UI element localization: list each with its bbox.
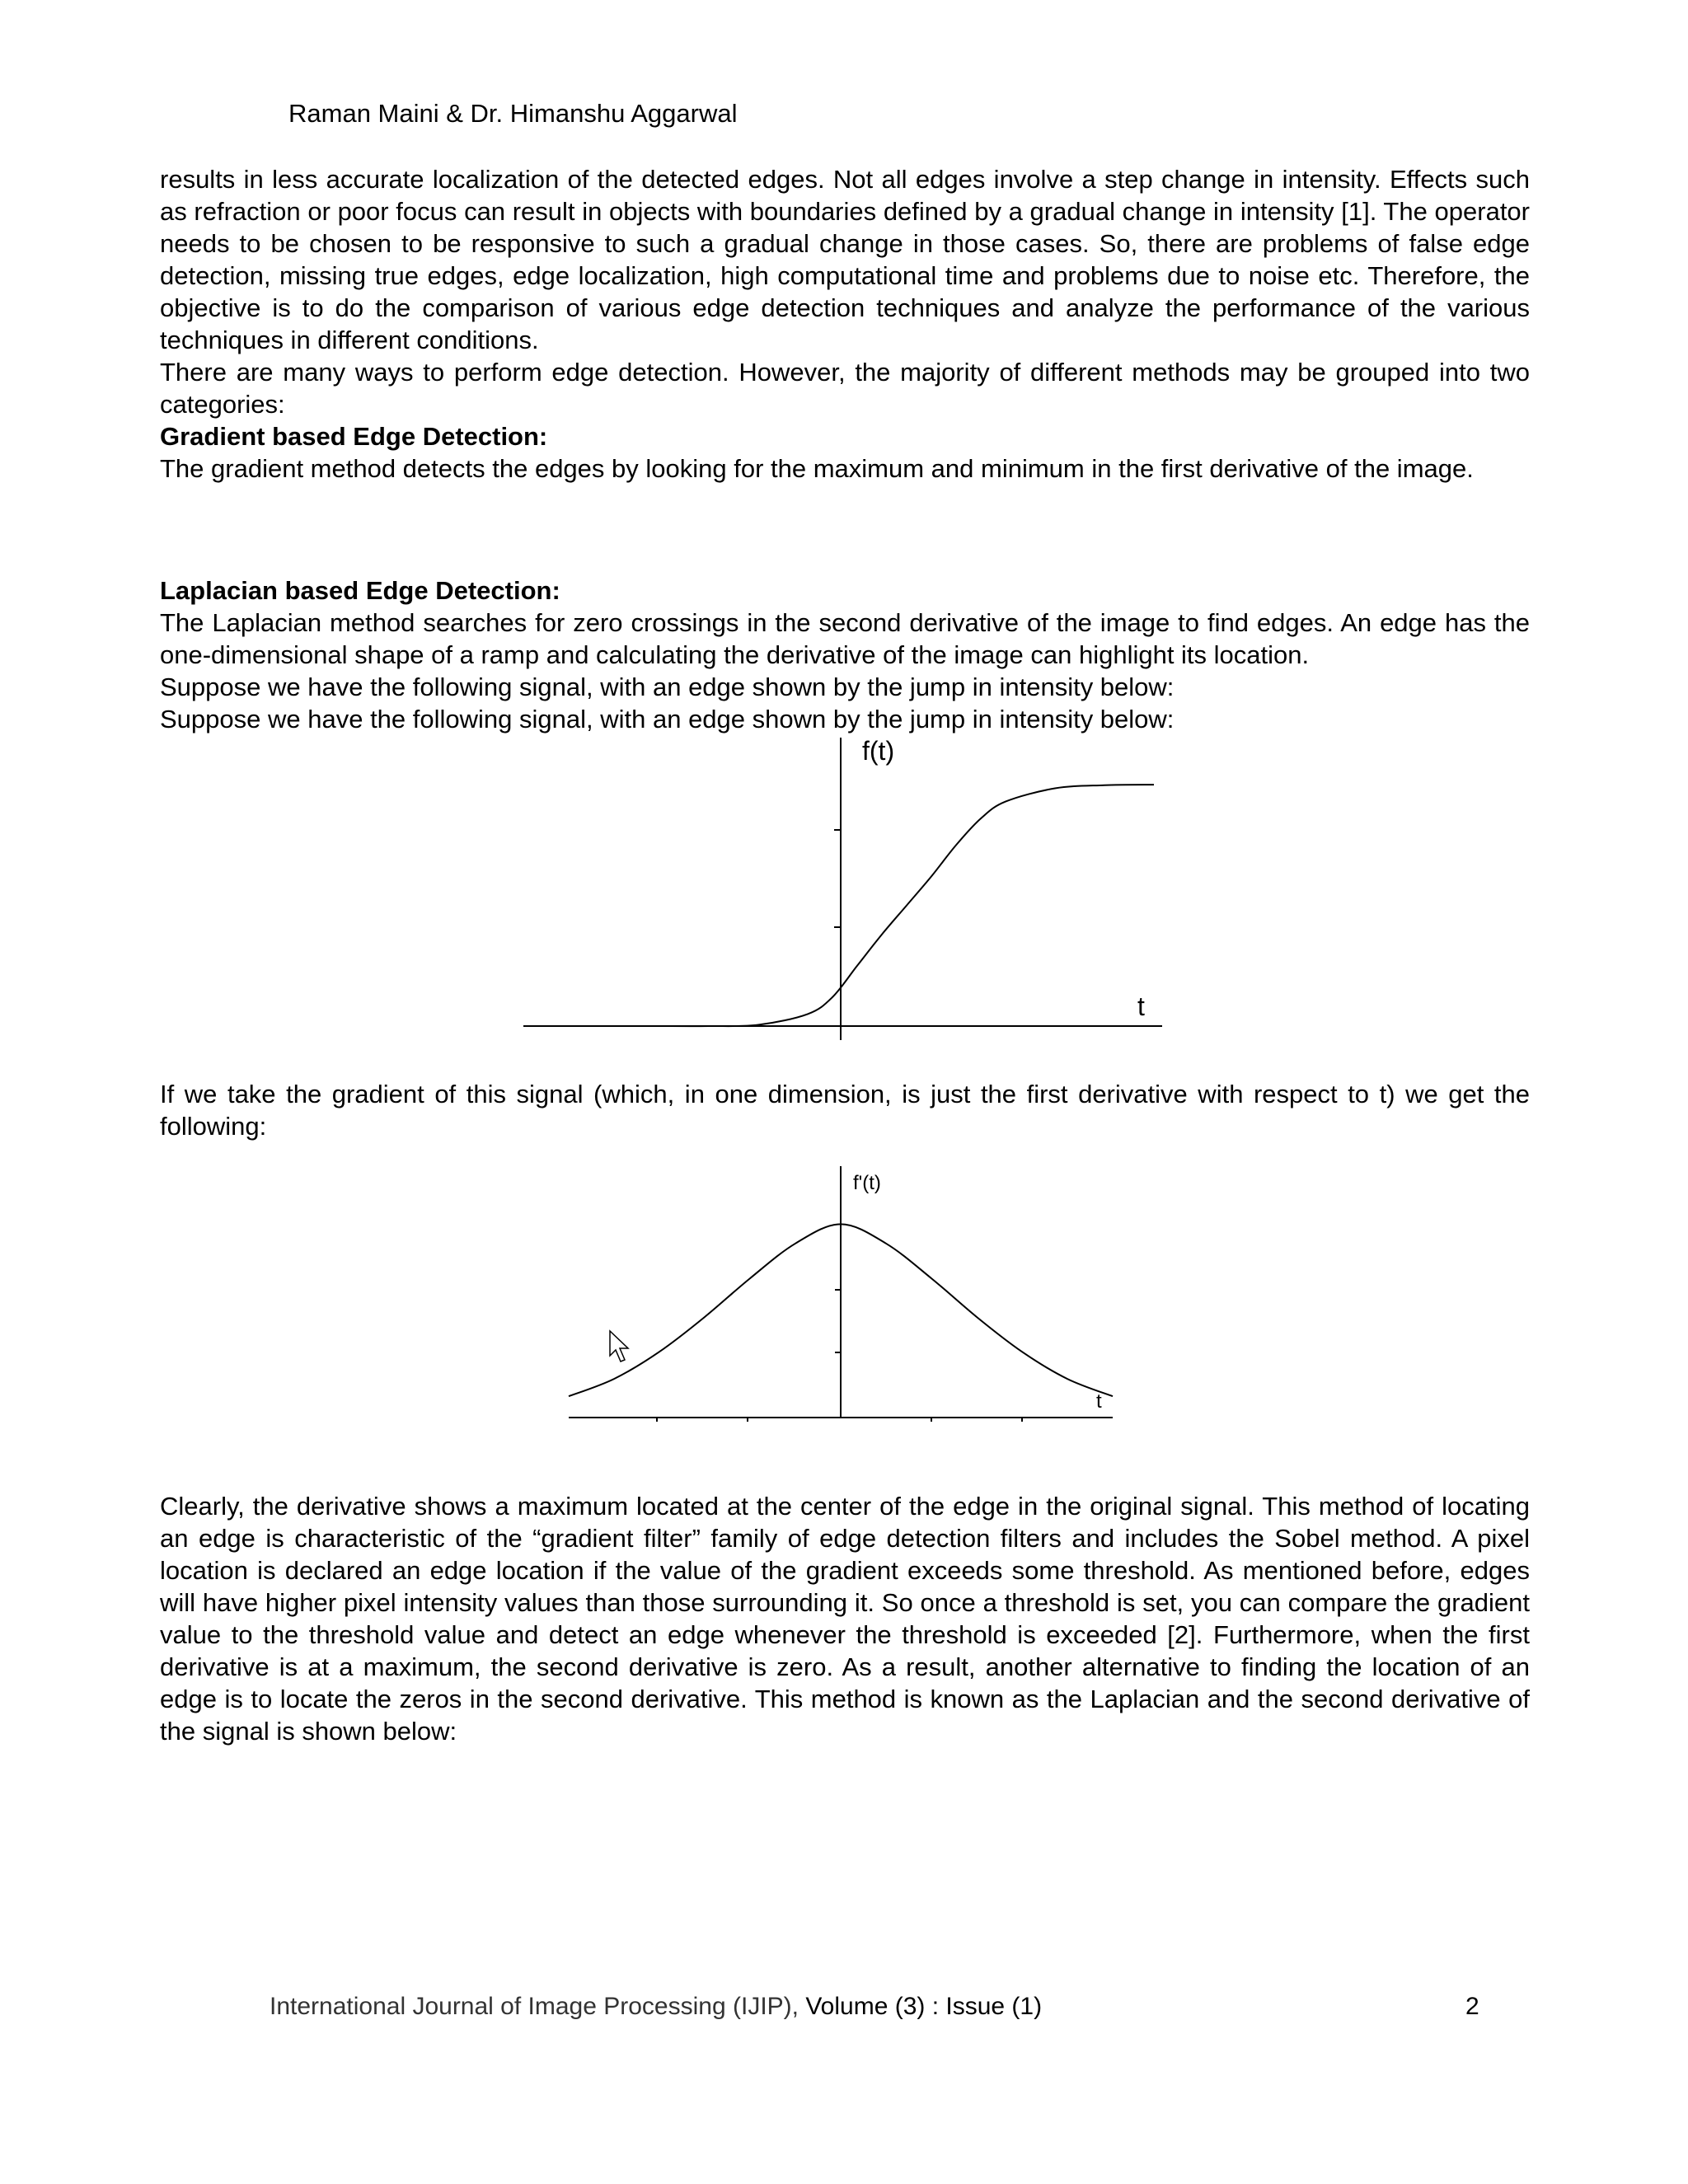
gradient-heading: Gradient based Edge Detection: bbox=[160, 422, 548, 451]
fig1-signal-curve bbox=[659, 785, 1154, 1026]
laplacian-paragraph-3: Suppose we have the following signal, with an edge shown by the jump in intensity below: bbox=[160, 705, 1175, 733]
gradient-result-paragraph: If we take the gradient of this signal (which, in one dimension, is just the first derivative with respect to t) we get the following: bbox=[160, 1080, 1530, 1141]
gradient-paragraph: The gradient method detects the edges by looking for the maximum and minimum in the first derivative of the image. bbox=[160, 454, 1474, 483]
figure-signal-chart bbox=[511, 725, 1170, 1055]
cursor-arrow-icon bbox=[610, 1331, 628, 1361]
intro-paragraph-2: There are many ways to perform edge detection. However, the majority of different methods may be grouped into two categories: bbox=[160, 358, 1530, 419]
laplacian-heading: Laplacian based Edge Detection: bbox=[160, 576, 560, 605]
figure-derivative-chart bbox=[560, 1158, 1121, 1430]
laplacian-paragraph-2: Suppose we have the following signal, with an edge shown by the jump in intensity below: bbox=[160, 673, 1175, 701]
fig2-y-label: f'(t) bbox=[853, 1172, 881, 1194]
running-header: Raman Maini & Dr. Himanshu Aggarwal bbox=[288, 99, 738, 128]
page-number: 2 bbox=[1465, 1993, 1479, 2020]
laplacian-paragraph-1: The Laplacian method searches for zero crossings in the second derivative of the image to find edges. An edge has the one-dimensional shape of a ramp and calculating the derivative of the image can highlight its location. bbox=[160, 608, 1530, 669]
journal-name: International Journal of Image Processing (IJIP), bbox=[270, 1993, 806, 2020]
intro-paragraph-1: results in less accurate localization of the detected edges. Not all edges involve a step change in intensity. Effects such as refraction or poor focus can result in objects with boundaries defined by a gradual change in intensity [1]. The operator needs to be chosen to be responsive to such a gradual change in those cases. So, there are problems of false edge detection, missing true edges, edge localization, high computational time and problems due to noise etc. Therefore, the objective is to do the comparison of various edge detection techniques and analyze the performance of the various techniques in different conditions. bbox=[160, 165, 1530, 354]
fig2-x-label: t bbox=[1096, 1390, 1102, 1413]
journal-footer bbox=[270, 1993, 1042, 2021]
fig1-x-label: t bbox=[1137, 991, 1145, 1021]
intro-block bbox=[160, 163, 1530, 485]
fig1-y-label: f(t) bbox=[862, 736, 895, 766]
journal-volume: Volume (3) : Issue (1) bbox=[805, 1993, 1043, 2020]
conclusion-paragraph: Clearly, the derivative shows a maximum located at the center of the edge in the original signal. This method of locating an edge is characteristic of the “gradient filter” family of edge detection filters and includes the Sobel method. A pixel location is declared an edge location if the value of the gradient exceeds some threshold. As mentioned before, edges will have higher pixel intensity values than those surrounding it. So once a threshold is set, you can compare the gradient value to the threshold value and detect an edge whenever the threshold is exceeded [2]. Furthermore, when the first derivative is at a maximum, the second derivative is zero. As a result, another alternative to finding the location of an edge is to locate the zeros in the second derivative. This method is known as the Laplacian and the second derivative of the signal is shown below: bbox=[160, 1492, 1530, 1746]
laplacian-block bbox=[160, 574, 1530, 735]
